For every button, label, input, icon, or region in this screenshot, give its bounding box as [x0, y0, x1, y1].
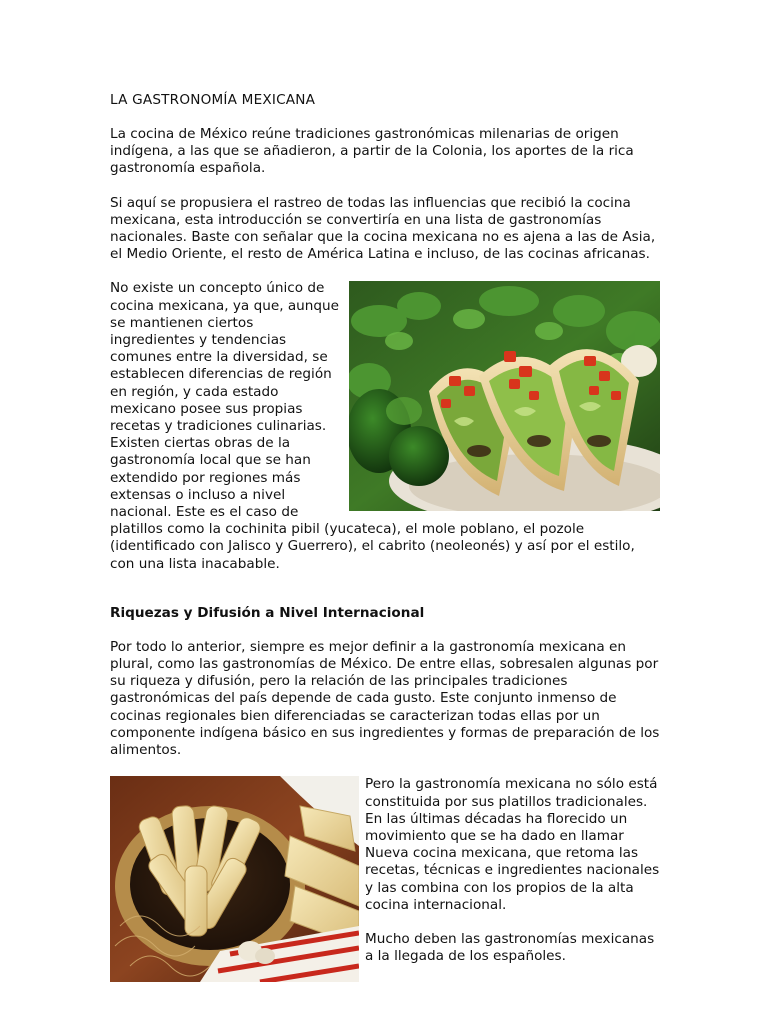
section-heading: Riquezas y Difusión a Nivel Internacional — [110, 604, 425, 621]
tacos-photo-icon — [349, 281, 660, 511]
paragraph-plural: Por todo lo anterior, siempre es mejor definir a la gastronomía mexicana en plural, como las gastronomías de México. De entre ellas, sobresalen algunas por su riqueza y difusión, pero la relación de las principales tradiciones gastronómicas del país depende de cada gusto. Este conjunto inmenso de cocinas regionales bien diferenciadas se caracterizan todas ellas por un componente indígena básico en sus ingredientes y formas de preparación de los alimentos. — [110, 638, 660, 759]
document-page — [110, 91, 660, 988]
paragraph-influences: Si aquí se propusiera el rastreo de todas las influencias que recibió la cocina mexicana, esta introducción se convertiría en una lista de gastronomías nacionales. Baste con señalar que la cocina mexicana no es ajena a las de Asia, el Medio Oriente, el resto de América Latina e incluso, de las cocinas africanas. — [110, 194, 656, 263]
tamales-image — [110, 776, 359, 982]
paragraph-espanoles: Mucho deben las gastronomías mexicanas a la llegada de los españoles. — [365, 930, 655, 965]
paragraph-intro: La cocina de México reúne tradiciones gastronómicas milenarias de origen indígena, a las que se añadieron, a partir de la Colonia, los aportes de la rica gastronomía española. — [110, 126, 634, 177]
tamales-photo-icon — [110, 776, 359, 982]
paragraph-regions: No existe un concepto único de cocina mexicana, ya que, aunque se mantienen ciertos ingredientes y tendencias comunes entre la diversidad, se establecen diferencias de región en región, y cada estado mexicano posee sus propias recetas y tradiciones culinarias. Existen ciertas obras de la gastronomía local que se han extendido por regiones más extensas o incluso a nivel nacional. Este es el caso de platillos como la cochinita pibil (yucateca), el mole poblano, el pozole (identificado con Jalisco y Guerrero), el cabrito (neoleonés) y así por el estilo, con una lista inacabable. — [110, 280, 635, 572]
document-title: LA GASTRONOMÍA MEXICANA — [110, 92, 316, 108]
tacos-image — [349, 281, 660, 511]
paragraph-nueva-cocina: Pero la gastronomía mexicana no sólo está constituida por sus platillos tradicionales. En las últimas décadas ha florecido un movimiento que se ha dado en llamar Nueva cocina mexicana, que retoma las recetas, técnicas e ingredientes nacionales y las combina con los propios de la alta cocina internacional. — [365, 776, 660, 913]
